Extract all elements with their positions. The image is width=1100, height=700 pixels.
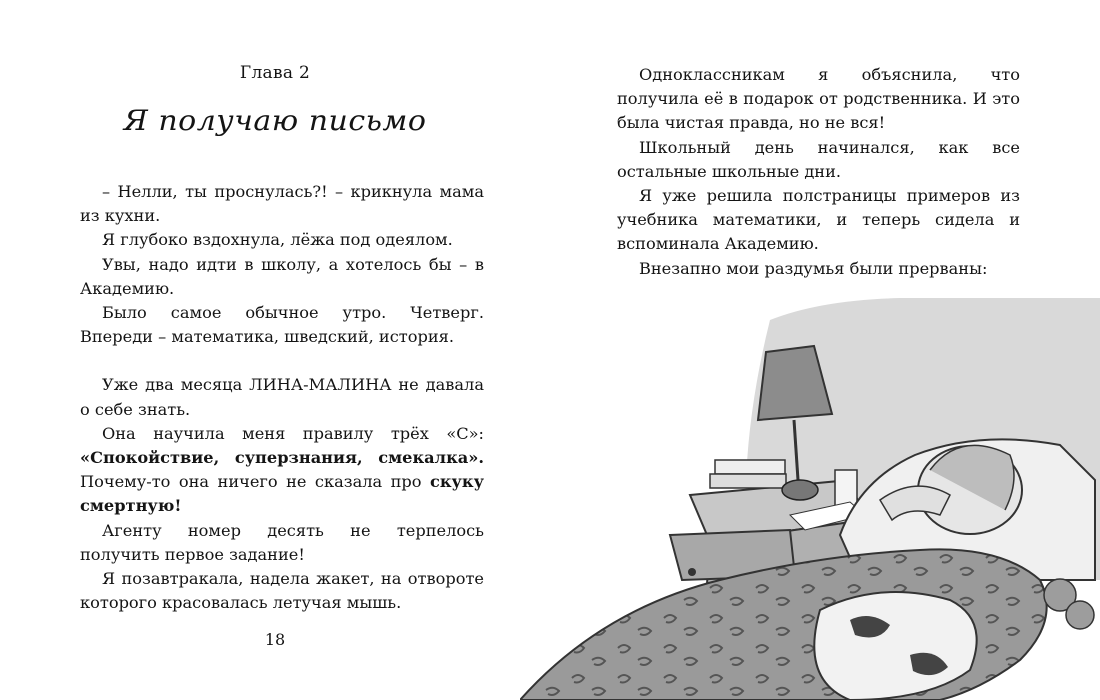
paragraph <box>80 422 484 519</box>
emphasis-text: скуку смертную! <box>80 472 484 516</box>
page-number: 18 <box>264 630 286 649</box>
paragraph: Школьный день начинался, как все остальные школьные дни. <box>617 137 1020 181</box>
paragraph: Уже два месяца ЛИНА-МАЛИНА не давала о себе знать. <box>80 375 484 419</box>
paragraph: Агенту номер десять не терпелось получить первое задание! <box>80 520 484 564</box>
paragraph: Было самое обычное утро. Четверг. Впереди – математика, шведский, история. <box>80 303 484 347</box>
left-page-body <box>80 180 484 615</box>
rule-intro: Она научила меня правилу трёх «С»: <box>102 423 484 443</box>
paragraph: Я уже решила полстраницы примеров из учебника математики, и теперь сидела и вспоминала Академию. <box>617 186 1020 254</box>
paragraph: Внезапно мои раздумья были прерваны: <box>639 258 988 278</box>
chapter-title: Я получаю письмо <box>123 105 427 138</box>
paragraph: Я глубоко вздохнула, лёжа под одеялом. <box>102 230 453 250</box>
chapter-number: Глава 2 <box>239 63 311 83</box>
paragraph: Увы, надо идти в школу, а хотелось бы – в Академию. <box>80 254 484 298</box>
paragraph: Одноклассникам я объяснила, что получила её в подарок от родственника. И это была чистая правда, но не вся! <box>617 65 1020 133</box>
right-page-body <box>617 63 1020 281</box>
paragraph: Я позавтракала, надела жакет, на отвороте которого красовалась летучая мышь. <box>80 569 484 613</box>
paragraph: – Нелли, ты проснулась?! – крикнула мама из кухни. <box>80 182 484 226</box>
rule-continuation: Почему-то она ничего не сказала про <box>80 472 422 492</box>
rule-text: «Спокойствие, суперзнания, смекалка». <box>80 448 484 468</box>
bedroom-illustration <box>520 280 1100 700</box>
section-break <box>80 349 484 373</box>
